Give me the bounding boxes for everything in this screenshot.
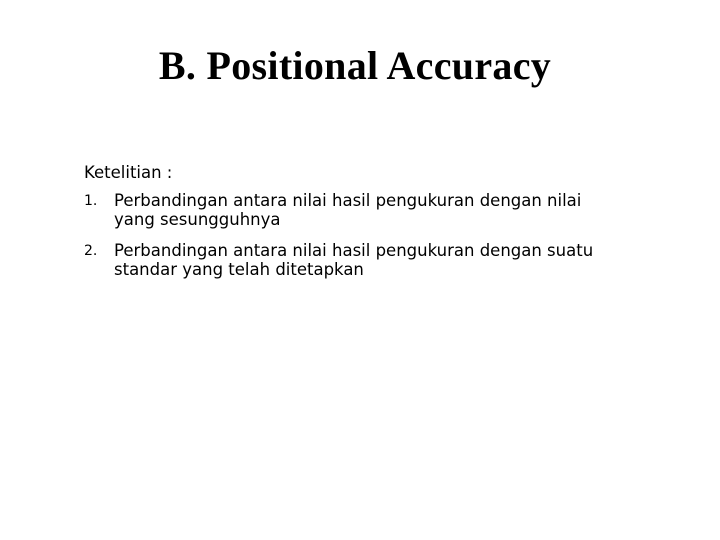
list-item-text-line2: yang sesungguhnya [114,210,281,229]
list-item-text-line1: Perbandingan antara nilai hasil pengukuran dengan suatu [114,241,594,260]
intro-text: Ketelitian : [84,163,173,182]
list-item [84,187,684,231]
list-item [84,237,684,281]
list-item-number: 1. [84,193,98,209]
list-item-text-line2: standar yang telah ditetapkan [114,260,364,279]
list-item-number: 2. [84,243,98,259]
list-item-text-line1: Perbandingan antara nilai hasil pengukuran dengan nilai [114,191,582,210]
slide-title: B. Positional Accuracy [158,43,552,88]
slide-body [84,159,684,287]
